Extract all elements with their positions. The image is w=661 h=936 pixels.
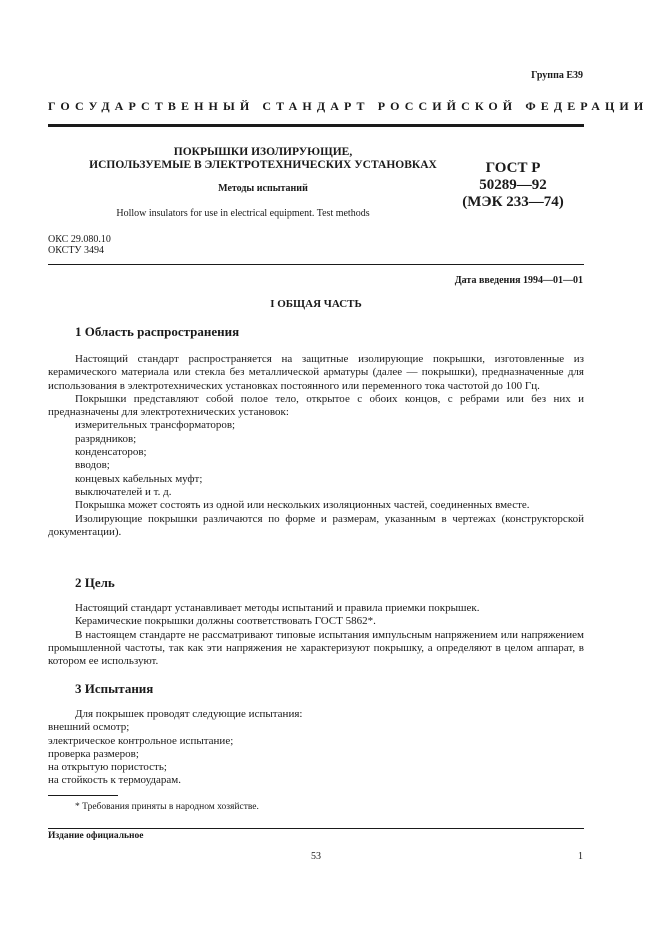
list-item: проверка размеров; [48, 747, 139, 760]
part-title: I ОБЩАЯ ЧАСТЬ [270, 298, 362, 310]
header-divider [48, 124, 584, 127]
document-title [48, 146, 478, 172]
oks-code: ОКС 29.080.10 [48, 234, 111, 245]
list-item: разрядников; [75, 432, 137, 445]
footnote: * Требования приняты в народном хозяйстве. [75, 802, 259, 812]
english-title: Hollow insulators for use in electrical equipment. Test methods [116, 208, 370, 219]
section-2-paragraph-1: Настоящий стандарт устанавливает методы испытаний и правила приемки покрышек. [75, 602, 480, 614]
list-item: на открытую пористость; [48, 761, 167, 774]
list-item: выключателей и т. д. [75, 485, 172, 498]
section-3-body [48, 708, 584, 788]
section-2-paragraph-3: В настоящем стандарте не рассматривают типовые испытания импульсным напряжением или напряжением промышленной частоты, так как эти напряжения не характеризуют покрышку, а определяют в целом аппарат, в котором ее используют. [48, 628, 584, 668]
sheet-number: 1 [578, 851, 583, 862]
section-2-heading: 2 Цель [75, 575, 115, 590]
list-item: на стойкость к термоударам. [48, 774, 182, 787]
okstu-code: ОКСТУ 3494 [48, 245, 105, 256]
list-item: измерительных трансформаторов; [75, 419, 236, 432]
section-1-paragraph-2: Покрышки представляют собой полое тело, открытое с обоих концов, с ребрами или без них и предназначены для электротехнических установок: [48, 392, 584, 419]
list-item: внешний осмотр; [48, 721, 130, 734]
gost-line-1: ГОСТ Р [485, 160, 541, 176]
gost-line-3: (МЭК 233—74) [462, 194, 564, 210]
title-line-1: ПОКРЫШКИ ИЗОЛИРУЮЩИЕ, [173, 146, 353, 158]
section-1-paragraph-4: Изолирующие покрышки различаются по форме и размерам, указанным в чертежах (конструкторской документации). [48, 512, 584, 538]
section-2-body [48, 602, 584, 668]
section-3-paragraph-1: Для покрышек проводят следующие испытания: [75, 708, 303, 720]
document-subtitle: Методы испытаний [218, 183, 308, 194]
list-item: концевых кабельных муфт; [75, 472, 203, 485]
title-line-2: ИСПОЛЬЗУЕМЫЕ В ЭЛЕКТРОТЕХНИЧЕСКИХ УСТАНОВКАХ [89, 159, 437, 171]
section-1-body [48, 353, 584, 539]
date-divider [48, 264, 584, 265]
state-standard-title: ГОСУДАРСТВЕННЫЙ СТАНДАРТ РОССИЙСКОЙ ФЕДЕРАЦИИ [48, 99, 649, 113]
section-1-paragraph-1: Настоящий стандарт распространяется на защитные изолирующие покрышки, изготовленные из керамического материала или стекла без металлической арматуры (далее — покрышки), предназначенные для использования в электротехнических установках постоянного или переменного тока частотой до 100 Гц. [48, 353, 584, 392]
classification-codes [48, 234, 111, 256]
official-edition-label: Издание официальное [48, 831, 144, 841]
list-item: вводов; [75, 459, 110, 472]
page-number: 53 [311, 851, 321, 862]
section-2-paragraph-2: Керамические покрышки должны соответствовать ГОСТ 5862*. [75, 615, 376, 628]
gost-designation [452, 160, 574, 211]
introduction-date: Дата введения 1994—01—01 [454, 275, 583, 286]
list-item: электрическое контрольное испытание; [48, 734, 234, 747]
footnote-divider [48, 795, 118, 796]
section-1-paragraph-3: Покрышка может состоять из одной или нескольких изоляционных частей, соединенных вместе. [75, 499, 530, 512]
footer-divider [48, 828, 584, 829]
gost-line-2: 50289—92 [479, 177, 547, 193]
list-item: конденсаторов; [75, 446, 147, 459]
group-code: Группа Е39 [531, 70, 583, 81]
section-3-heading: 3 Испытания [75, 681, 154, 696]
section-1-heading: 1 Область распространения [75, 324, 240, 339]
